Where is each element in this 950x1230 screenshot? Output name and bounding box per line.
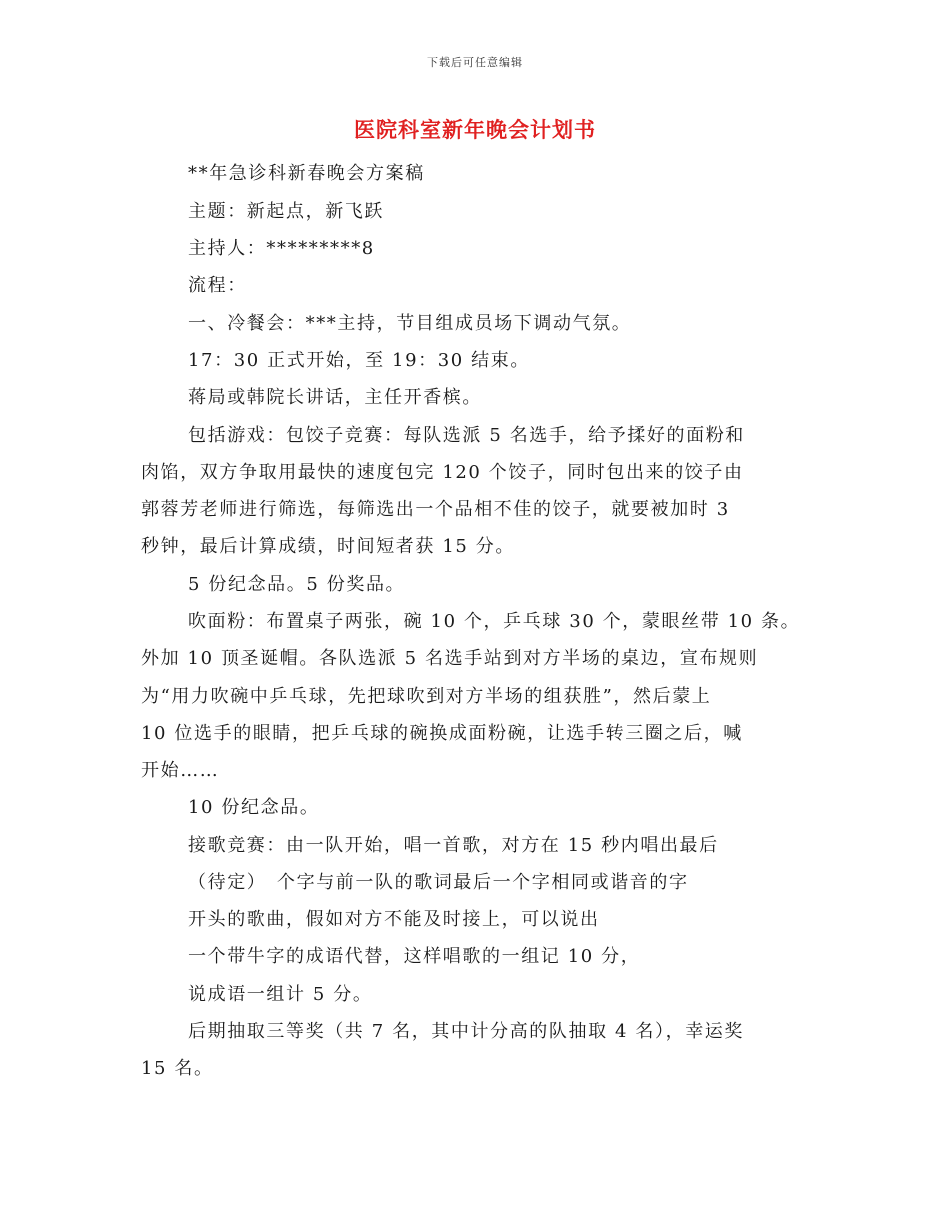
paragraph-line: 17：30 正式开始，至 19：30 结束。	[188, 350, 530, 371]
paragraph-line: 肉馅，双方争取用最快的速度包完 120 个饺子，同时包出来的饺子由	[141, 462, 744, 483]
paragraph-line: 流程：	[188, 275, 247, 296]
paragraph-line: 蒋局或韩院长讲话，主任开香槟。	[188, 387, 482, 408]
paragraph-line: 接歌竞赛：由一队开始，唱一首歌，对方在 15 秒内唱出最后	[188, 835, 719, 856]
paragraph-line: 外加 10 顶圣诞帽。各队选派 5 名选手站到对方半场的桌边，宣布规则	[141, 648, 759, 669]
paragraph-line: 说成语一组计 5 分。	[188, 984, 373, 1005]
document-title: 医院科室新年晚会计划书	[354, 117, 596, 142]
page-header-note: 下载后可任意编辑	[427, 56, 523, 69]
paragraph-line: **年急诊科新春晚会方案稿	[188, 163, 425, 184]
paragraph-line: 15 名。	[141, 1058, 214, 1079]
paragraph-line: 开始……	[141, 760, 220, 781]
paragraph-line: 主题：新起点，新飞跃	[188, 201, 384, 222]
paragraph-line: 一、冷餐会：***主持，节目组成员场下调动气氛。	[188, 313, 632, 334]
paragraph-line: 5 份纪念品。5 份奖品。	[188, 574, 406, 595]
paragraph-line: 主持人：*********8	[188, 238, 375, 259]
paragraph-line: （待定） 个字与前一队的歌词最后一个字相同或谐音的字	[188, 872, 689, 893]
paragraph-line: 后期抽取三等奖（共 7 名，其中计分高的队抽取 4 名），幸运奖	[188, 1021, 744, 1042]
paragraph-line: 开头的歌曲，假如对方不能及时接上，可以说出	[188, 909, 600, 930]
paragraph-line: 吹面粉：布置桌子两张，碗 10 个，乒乓球 30 个，蒙眼丝带 10 条。	[188, 611, 801, 632]
paragraph-line: 包括游戏：包饺子竞赛：每队选派 5 名选手，给予揉好的面粉和	[188, 425, 745, 446]
paragraph-line: 秒钟，最后计算成绩，时间短者获 15 分。	[141, 536, 515, 557]
paragraph-line: 一个带牛字的成语代替，这样唱歌的一组记 10 分，	[188, 946, 641, 967]
paragraph-line: 10 份纪念品。	[188, 797, 320, 818]
paragraph-line: 郭蓉芳老师进行筛选，每筛选出一个品相不佳的饺子，就要被加时 3	[141, 499, 730, 520]
paragraph-line: 10 位选手的眼睛，把乒乓球的碗换成面粉碗，让选手转三圈之后，喊	[141, 723, 743, 744]
paragraph-line: 为“用力吹碗中乒乓球，先把球吹到对方半场的组获胜”，然后蒙上	[141, 686, 712, 707]
